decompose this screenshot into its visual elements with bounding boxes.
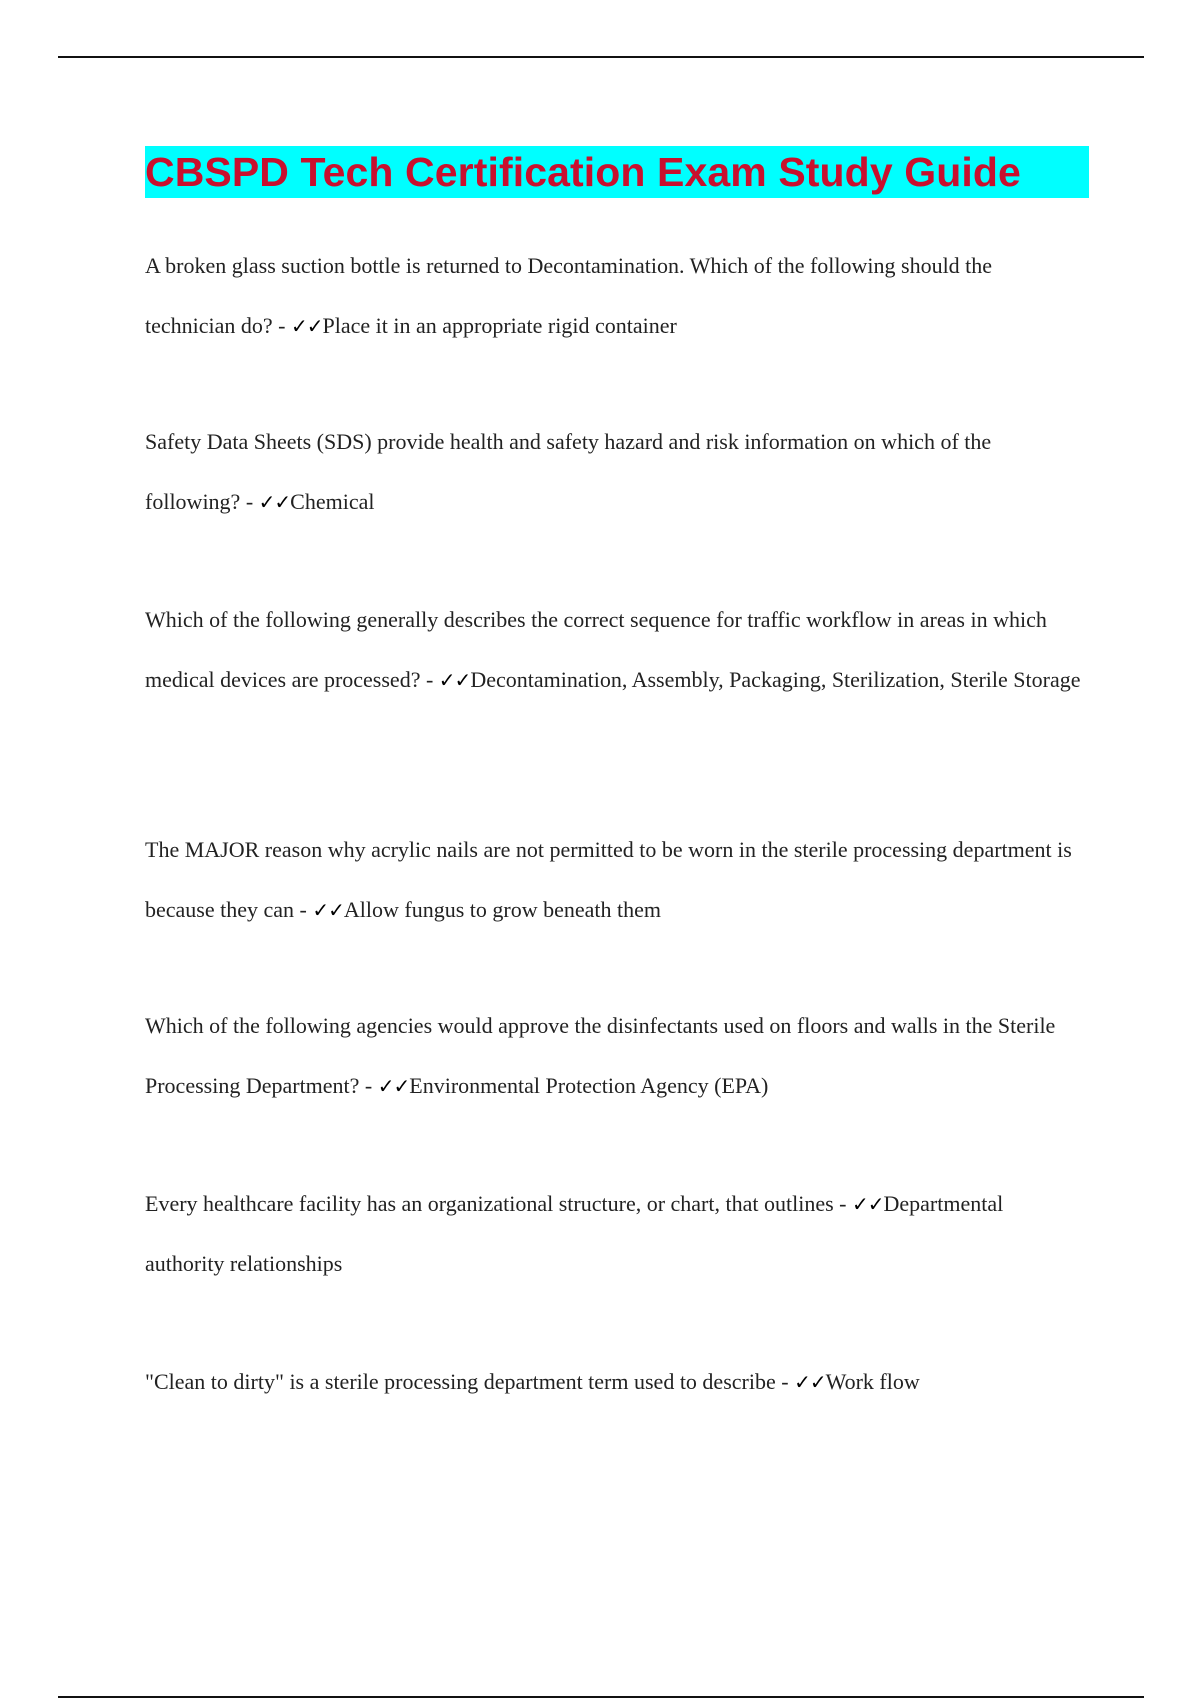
answer-text: Allow fungus to grow beneath them <box>343 897 661 922</box>
qa-item <box>145 590 1085 710</box>
question-text: The MAJOR reason why acrylic nails are not permitted to be worn in the sterile processing department is because they can - <box>145 837 1072 922</box>
check-mark-icon: ✓✓ <box>377 1074 410 1098</box>
answer-text: Place it in an appropriate rigid container <box>322 313 677 338</box>
document-title: CBSPD Tech Certification Exam Study Guide <box>145 149 1021 195</box>
question-text: "Clean to dirty" is a sterile processing department term used to describe - <box>145 1369 795 1394</box>
qa-item <box>145 236 1085 356</box>
page-bottom-rule <box>58 1696 1144 1698</box>
answer-text: Environmental Protection Agency (EPA) <box>409 1073 769 1098</box>
answer-text: Departmental authority relationships <box>145 1191 1004 1276</box>
qa-item <box>145 1352 1085 1412</box>
question-text: A broken glass suction bottle is returned to Decontamination. Which of the following should the technician do? - <box>145 253 993 338</box>
answer-text: Decontamination, Assembly, Packaging, Sterilization, Sterile Storage <box>470 667 1081 692</box>
check-mark-icon: ✓✓ <box>794 1370 826 1394</box>
answer-text: Chemical <box>290 489 375 514</box>
question-text: Which of the following generally describes the correct sequence for traffic workflow in areas in which medical devices are processed? - <box>145 607 1047 692</box>
page-top-rule <box>58 56 1144 58</box>
qa-item <box>145 1174 1085 1294</box>
question-text: Which of the following agencies would approve the disinfectants used on floors and walls in the Sterile Processing Department? - <box>145 1013 1056 1098</box>
title-highlight <box>145 146 1089 198</box>
check-mark-icon: ✓✓ <box>438 668 471 692</box>
qa-item <box>145 820 1085 940</box>
qa-item <box>145 996 1085 1116</box>
answer-text: Work flow <box>825 1369 920 1394</box>
check-mark-icon: ✓✓ <box>851 1192 884 1216</box>
check-mark-icon: ✓✓ <box>312 898 344 922</box>
check-mark-icon: ✓✓ <box>291 314 323 338</box>
question-text: Every healthcare facility has an organizational structure, or chart, that outlines - <box>145 1191 852 1216</box>
question-text: Safety Data Sheets (SDS) provide health and safety hazard and risk information on which of the following? - <box>145 429 992 514</box>
qa-item <box>145 412 1085 532</box>
check-mark-icon: ✓✓ <box>258 490 291 514</box>
